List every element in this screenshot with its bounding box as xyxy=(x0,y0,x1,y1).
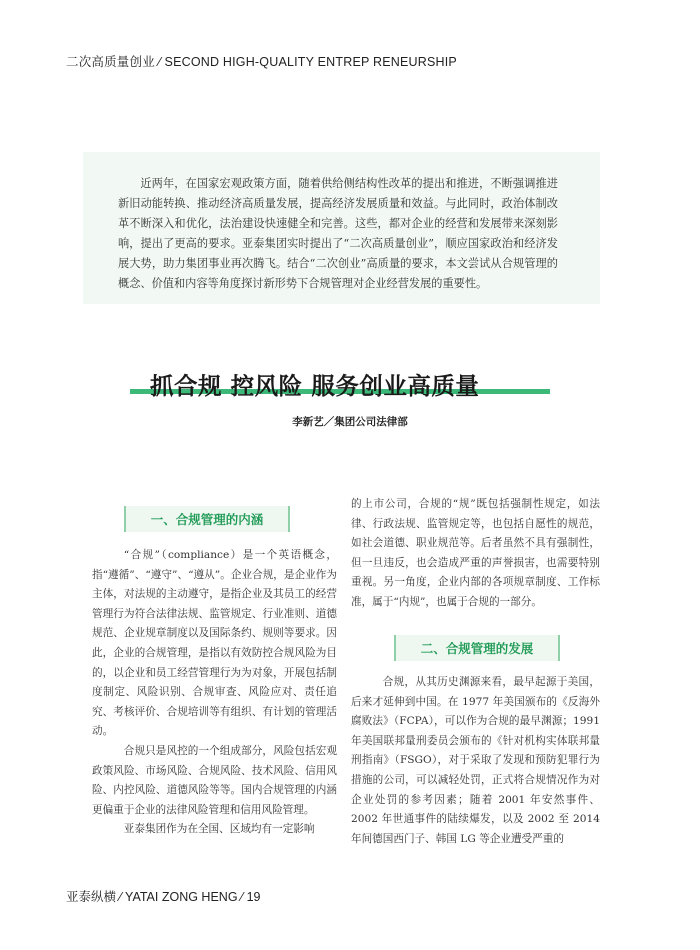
running-header: 二次高质量创业 ⁄ SECOND HIGH-QUALITY ENTREP RENEURSHIP xyxy=(66,55,457,69)
paragraph: 合规，从其历史渊源来看，最早起源于美国，后来才延伸到中国。在 1977 年美国颁布的《反海外腐败法》（FCPA），可以作为合规的最早渊源；1991 年美国联邦量刑委员会颁布的《针对机构实体联邦量刑指南》（FSGO），对于采取了发现和预防犯罪行为措施的公司，可以减轻处罚，正式将合规情况作为对企业处罚的参考因素；随着 2001 年安然事件、2002 年世通事件的陆续爆发，以及 2002 至 2014 年间德国西门子、韩国 LG 等企业遭受严重的 xyxy=(351,676,600,845)
section-heading-1 xyxy=(124,506,290,532)
paragraph: 合规只是风控的一个组成部分，风险包括宏观政策风险、市场风险、合规风险、技术风险、信用风险、内控风险、道德风险等等。国内合规管理的内涵更偏重于企业的法律风险管理和信用风险管理。 xyxy=(92,744,337,816)
paragraph: 亚泰集团作为在全国、区域均有一定影响 xyxy=(123,823,315,836)
left-column xyxy=(92,546,337,840)
abstract-text: 近两年，在国家宏观政策方面，随着供给侧结构性改革的提出和推进，不断强调推进新旧动能转换、推动经济高质量发展，提高经济发展质量和效益。与此同时，政治体制改革不断深入和优化，法治建设快速健全和完善。这些，都对企业的经营和发展带来深刻影响，提出了更高的要求。亚泰集团实时提出了“二次高质量创业”，顺应国家政治和经济发展大势，助力集团事业再次腾飞。结合“二次创业”高质量的要求，本文尝试从合规管理的概念、价值和内容等角度探讨新形势下合规管理对企业经营发展的重要性。 xyxy=(118,177,558,290)
abstract-box xyxy=(83,152,600,304)
paragraph-continued: 的上市公司，合规的“规”既包括强制性规定，如法律、行政法规、监管规定等，也包括自愿性的规范，如社会道德、职业规范等。后者虽然不具有强制性，但一旦违反，也会造成严重的声誉损害，也需要特别重视。另一角度，企业内部的各项规章制度、工作标准，属于“内规”，也属于合规的一部分。 xyxy=(351,498,600,608)
section-heading-1-text: 一、合规管理的内涵 xyxy=(150,512,264,527)
article-title: 抓合规 控风险 服务创业高质量 xyxy=(150,372,480,400)
paragraph: “合规”（compliance）是一个英语概念，指“遵循”、“遵守”、“遵从”。企业合规，是企业作为主体，对法规的主动遵守，是指企业及其员工的经营管理行为符合法律法规、监管规定、行业准则、道德规范、企业规章制度以及国际条约、规则等要求。因此，企业的合规管理，是指以有效防控合规风险为目的，以企业和员工经营管理行为为对象，开展包括制度制定、风险识别、合规审查、风险应对、责任追究、考核评价、合规培训等有组织、有计划的管理活动。 xyxy=(92,549,337,738)
section-heading-2 xyxy=(394,635,560,661)
right-column-bottom xyxy=(351,673,600,849)
article-author: 李新艺／集团公司法律部 xyxy=(292,416,408,428)
page-footer: 亚泰纵横 ⁄ YATAI ZONG HENG ⁄ 19 xyxy=(66,890,261,904)
section-heading-2-text: 二、合规管理的发展 xyxy=(420,641,534,656)
right-column-top xyxy=(351,495,600,613)
